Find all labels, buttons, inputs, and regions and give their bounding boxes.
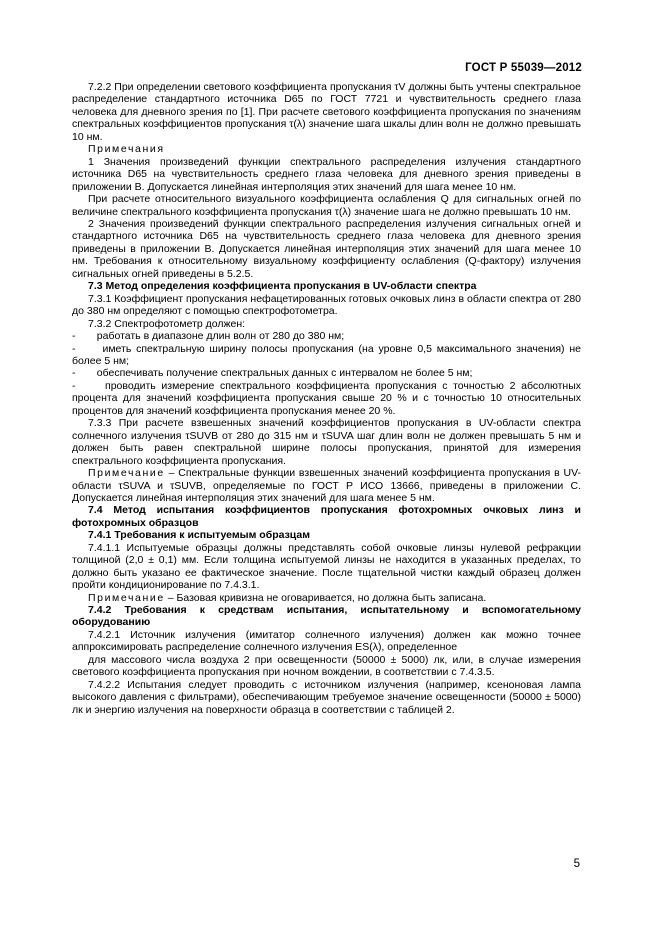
section-7-3-heading: 7.3 Метод определения коэффициента пропускания в UV-области спектра (88, 280, 477, 293)
section-7-4-2-heading: 7.4.2 Требования к средствам испытания, испытательному и вспомогательному оборудованию (72, 604, 581, 629)
section-7-4-1-heading: 7.4.1 Требования к испытуемым образцам (88, 529, 310, 542)
section-7-4-heading: 7.4 Метод испытания коэффициентов пропускания фотохромных очковых линз и фотохромных образцов (72, 504, 581, 529)
notes-label-text: Примечания (88, 143, 165, 156)
note-7-3 (72, 467, 581, 504)
paragraph-7-3-1: 7.3.1 Коэффициент пропускания нефацетированных готовых очковых линз в области спектра от 280 до 380 нм определяют с помощью спектрофотометра. (72, 292, 581, 318)
note-7-4-1 (72, 592, 581, 604)
paragraph-7-4-1-1: 7.4.1.1 Испытуемые образцы должны представлять собой очковые линзы нулевой рефракции толщиной (2,0 ± 0,1) мм. Если толщина испытуемой линзы не находится в указанных пределах, то должно быть указано ее фактическое значение. После тщательной чистки каждый образец должен пройти кондиционирование по 7.4.3.1. (72, 541, 581, 592)
list-item-text: обеспечивать получение спектральных данных с интервалом не более 5 нм; (96, 367, 473, 380)
standard-code-header: ГОСТ Р 55039—2012 (465, 62, 582, 74)
body-text (72, 81, 581, 716)
paragraph-7-3-3: 7.3.3 При расчете взвешенных значений коэффициентов пропускания в UV-области спектра солнечного излучения τSUVB от 280 до 315 нм и τSUVA шаг длин волн не должен превышать 5 нм и должен быть равен спектральной ширине полосы пропускания, принятой для измерения спектрального коэффициента пропускания. (72, 417, 581, 467)
note-label: Примечание (88, 467, 165, 480)
note-1-continuation: При расчете относительного визуального коэффициента ослабления Q для сигнальных огней по величине спектрального коэффициента пропускания τ(λ) значение шага не должно превышать 10 нм. (72, 193, 581, 218)
note-text: – Спектральные функции взвешенных значений коэффициента пропускания в UV-области τSUVA и τSUVB, определяемые по ГОСТ Р ИСО 13666, приведены в приложении С. Допускается линейная интерполяция этих значений для шага менее 5 нм. (72, 467, 581, 504)
list-item: - работать в диапазоне длин волн от 280 до 380 нм; (72, 330, 345, 343)
note-2: 2 Значения произведений функции спектрального распределения излучения сигнальных огней и стандартного источника D65 на чувствительность среднего глаза человека для дневного зрения приведены в приложении В. Допускается линейная интерполяция этих значений для шага менее 10 нм. Требования к относительному визуальному коэффициенту ослабления (Q-фактору) излучения сигнальных огней приведены в 5.2.5. (72, 217, 581, 280)
paragraph-7-4-2-1: 7.4.2.1 Источник излучения (имитатор солнечного излучения) должен как можно точнее аппроксимировать распределение солнечного излучения ES(λ), определенное (72, 628, 581, 654)
paragraph-7-4-2-1-continuation: для массового числа воздуха 2 при освещенности (50000 ± 5000) лк, или, в случае измерения светового коэффициента пропускания при ночном вождении, в соответствии с 7.4.3.5. (72, 653, 581, 679)
note-label: Примечание (88, 591, 165, 604)
list-item: - проводить измерение спектрального коэффициента пропускания с точностью 2 абсолютных процента для значений коэффициента пропускания свыше 20 % и с точностью 10 относительных процентов для значений коэффициента пропускания менее 20 %. (72, 379, 581, 417)
page-number: 5 (573, 858, 580, 870)
note-1: 1 Значения произведений функции спектрального распределения излучения стандартного источника D65 на чувствительность среднего глаза человека для дневного зрения приведены в приложении В. Допускается линейная интерполяция этих значений для шага менее 10 нм. (72, 155, 581, 193)
paragraph-7-2-2: 7.2.2 При определении светового коэффициента пропускания τV должны быть учтены спектральное распределение стандартного источника D65 по ГОСТ 7721 и чувствительность среднего глаза человека для дневного зрения по [1]. При расчете светового коэффициента пропускания по значениям спектральных коэффициентов пропускания τ(λ) значение шага шкалы длин волн не должно превышать 10 нм. (72, 81, 581, 143)
paragraph-7-4-2-2: 7.4.2.2 Испытания следует проводить с источником излучения (например, ксеноновая лампа высокого давления с фильтрами), обеспечивающим требуемое значение освещенности (50000 ± 5000) лк и энергию излучения на поверхности образца в соответствии с таблицей 2. (72, 678, 581, 716)
list-item: - иметь спектральную ширину полосы пропускания (на уровне 0,5 максимального значения) не более 5 нм; (72, 342, 581, 367)
notes-label (72, 143, 581, 155)
list-item-text: проводить измерение спектрального коэффициента пропускания с точностью 2 абсолютных процента для значений коэффициента пропускания свыше 20 % и с точностью 10 относительных процентов для значений коэффициента пропускания менее 20 %. (72, 379, 581, 417)
list-item-text: работать в диапазоне длин волн от 280 до 380 нм; (96, 330, 345, 343)
list-item: - обеспечивать получение спектральных данных с интервалом не более 5 нм; (72, 367, 473, 380)
list-item-text: иметь спектральную ширину полосы пропускания (на уровне 0,5 максимального значения) не более 5 нм; (72, 342, 581, 367)
note-text: – Базовая кривизна не оговаривается, но должна быть записана. (164, 591, 487, 604)
paragraph-7-3-2: 7.3.2 Спектрофотометр должен: (88, 317, 246, 330)
